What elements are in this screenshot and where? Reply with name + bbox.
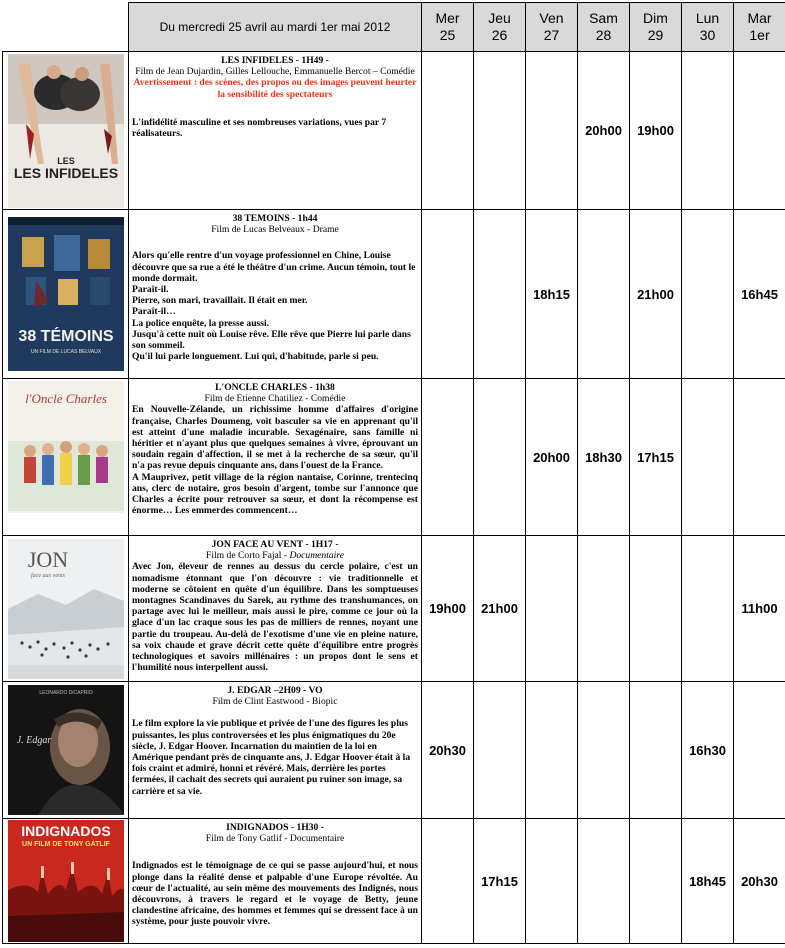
poster-title: l'Oncle Charles	[24, 391, 107, 406]
poster-cell	[3, 379, 129, 536]
schedule-table	[2, 2, 785, 944]
showtime-cell	[422, 379, 474, 536]
poster-subtitle: UN FILM DE LUCAS BELVAUX	[30, 349, 101, 355]
day-name: Jeu	[488, 10, 511, 26]
showtime-cell: 21h00	[474, 536, 526, 682]
film-row	[3, 379, 785, 536]
film-title: 38 TEMOINS - 1h44	[232, 213, 318, 224]
film-synopsis: Alors qu'elle rentre d'un voyage professionnel en Chine, Louise découvre que sa rue a été le théâtre d'un crime. Aucun témoin, tout le monde dormait. Paraît-il. Pierre, son mari, travaillait. Il était en mer. Paraît-il… La police enquête, la presse aussi. Jusqu'à cette nuit où Louise rêve. Elle rêve que Pierre lui parle dans son sommeil. Qu'il lui parle longuement. Lui qui, d'habitude, parle si peu.	[132, 250, 416, 363]
poster-title: JON	[27, 546, 68, 572]
day-number: 29	[647, 27, 664, 43]
poster-cell	[3, 682, 129, 819]
day-header-tue	[734, 3, 785, 52]
showtime-cell: 16h45	[734, 210, 785, 379]
showtime-cell: 20h30	[734, 819, 785, 944]
showtime-cell	[526, 682, 578, 819]
showtime-cell	[682, 536, 734, 682]
poster-cell	[3, 52, 129, 210]
poster-cell	[3, 536, 129, 682]
showtime-cell	[734, 379, 785, 536]
film-poster-image	[8, 539, 124, 679]
showtime-cell	[422, 52, 474, 210]
film-title: LES INFIDELES - 1H49 -	[221, 55, 329, 66]
day-header-wed	[422, 3, 474, 52]
period-header: Du mercredi 25 avril au mardi 1er mai 2012	[129, 3, 422, 52]
day-header-mon	[682, 3, 734, 52]
film-credit: Film de Clint Eastwood - Biopic	[212, 696, 338, 708]
poster-title: LES INFIDELES	[13, 164, 118, 181]
day-header-sun	[630, 3, 682, 52]
film-poster-image	[8, 685, 124, 815]
poster-title: INDIGNADOS	[20, 823, 111, 839]
day-number: 28	[595, 27, 612, 43]
film-synopsis: Le film explore la vie publique et privée de l'une des figures les plus puissantes, les plus controversées et les plus énigmatiques du 20e siècle, J. Edgar Hoover. Incarnation du maintien de la loi en Amérique pendant près de cinquante ans, J. Edgar Hoover était à la fois craint et admiré, honni et révéré. Mais, derrière les portes fermées, il cachait des secrets qui auraient pu ruiner son image, sa carrière et sa vie.	[132, 718, 411, 797]
film-credit: Film de Etienne Chatiliez - Comédie	[204, 393, 346, 405]
film-synopsis: Avec Jon, éleveur de rennes au dessus du cercle polaire, c'est un nomadisme étonnant que l'on découvre : vie traditionnelle et moderne se côtoient en quête d'un équilibre. Dans les somptueuses montagnes Scandinaves du Sarek, au rythme des transhumances, on partage avec lui le meilleur, mais aussi le pire, comme ce jour où la glace d'un lac craque sous les pas de milliers de rennes, noyant une partie du troupeau. Au-delà de l'exotisme d'une vie en pleine nature, sa voix chaude et grave décrit cette quête d'équilibre entre progrès technologiques et savoirs millénaires : un propos dont le sens et l'humilité nous interpellent aussi.	[132, 561, 418, 674]
showtime-cell	[630, 682, 682, 819]
film-description	[129, 682, 422, 819]
showtime-cell	[474, 379, 526, 536]
showtime-cell	[474, 682, 526, 819]
showtime-cell	[526, 819, 578, 944]
film-title: L'ONCLE CHARLES - 1h38	[215, 382, 335, 393]
film-poster-image	[8, 217, 124, 371]
poster-title: J. Edgar	[16, 735, 51, 746]
showtime-cell	[578, 682, 630, 819]
header-row	[3, 3, 785, 52]
film-poster-image	[8, 381, 124, 533]
film-description	[129, 379, 422, 536]
film-credit: Film de Tony Gatlif - Documentaire	[205, 833, 345, 845]
poster-title: 38 TÉMOINS	[17, 328, 114, 345]
showtime-cell	[474, 52, 526, 210]
day-number: 30	[699, 27, 716, 43]
film-row	[3, 210, 785, 379]
day-number: 25	[439, 27, 456, 43]
film-title: JON FACE AU VENT - 1H17 -	[211, 539, 339, 550]
showtime-cell	[630, 536, 682, 682]
film-description	[129, 536, 422, 682]
film-row	[3, 819, 785, 944]
showtime-cell	[578, 819, 630, 944]
poster-subtitle: face aux vents	[30, 572, 65, 579]
showtime-cell: 19h00	[422, 536, 474, 682]
day-name: Dim	[643, 10, 668, 26]
film-credit: Film de Lucas Belveaux - Drame	[211, 224, 339, 236]
poster-cell	[3, 210, 129, 379]
showtime-cell: 20h00	[526, 379, 578, 536]
showtime-cell	[630, 819, 682, 944]
showtime-cell: 20h00	[578, 52, 630, 210]
film-description	[129, 52, 422, 210]
corner-cell	[3, 3, 129, 52]
day-header-sat	[578, 3, 630, 52]
showtime-cell	[682, 52, 734, 210]
film-row	[3, 52, 785, 210]
showtime-cell: 19h00	[630, 52, 682, 210]
showtime-cell	[526, 536, 578, 682]
film-synopsis: En Nouvelle-Zélande, un richissime homme d'affaires d'origine française, Charles Doumeng, voit basculer sa vie en apprenant qu'il est atteint d'une maladie incurable. Sexagénaire, sans famille ni héritier et n'ayant plus que quelques semaines à vivre, éprouvant un soudain regain d'affection, il se met à la recherche de sa sœur, qu'il n'a pas revue depuis cinquante ans, dans l'ouest de la France. A Mauprivez, petit village de la région nantaise, Corinne, trentecinq ans, clerc de notaire, gros besoin d'argent, tombe sur l'annonce que Charles a écrite pour retrouver sa sœur, et dont la récompense est énorme… Les emmerdes commencent…	[132, 404, 418, 517]
day-name: Lun	[695, 10, 720, 26]
day-header-thu	[474, 3, 526, 52]
showtime-cell: 17h15	[474, 819, 526, 944]
day-name: Ven	[539, 10, 564, 26]
showtime-cell	[422, 819, 474, 944]
film-row	[3, 682, 785, 819]
film-credit: Film de Corto Fajal -	[206, 550, 290, 562]
film-title: INDIGNADOS - 1H30 -	[226, 822, 324, 833]
day-name: Sam	[589, 10, 618, 26]
film-synopsis: L'infidélité masculine et ses nombreuses variations, vues par 7 réalisateurs.	[132, 116, 387, 140]
film-title: J. EDGAR –2H09 - VO	[227, 685, 323, 696]
showtime-cell: 18h45	[682, 819, 734, 944]
film-synopsis: Indignados est le témoignage de ce qui se passe aujourd'hui, et nous plonge dans la réalité dense et palpable d'une Europe révoltée. Au cœur de l'actualité, au sein même des mouvements des Indignés, nous découvrons, à travers le regard et le voyage de Betty, jeune clandestine africaine, des hommes et femmes qui se dressent face à un système, pour juste pouvoir vivre.	[132, 860, 418, 928]
showtime-cell: 21h00	[630, 210, 682, 379]
poster-subtitle: LEONARDO DiCAPRIO	[38, 690, 93, 696]
showtime-cell	[578, 210, 630, 379]
film-credit: Film de Jean Dujardin, Gilles Lellouche, Emmanuelle Bercot – Comédie	[135, 66, 415, 78]
showtime-cell	[526, 52, 578, 210]
film-description	[129, 210, 422, 379]
day-number: 27	[543, 27, 560, 43]
poster-subtitle: UN FILM DE TONY GATLIF	[21, 841, 110, 848]
showtime-cell: 16h30	[682, 682, 734, 819]
showtime-cell	[422, 210, 474, 379]
day-name: Mar	[747, 10, 772, 26]
showtime-cell: 18h30	[578, 379, 630, 536]
showtime-cell: 20h30	[422, 682, 474, 819]
showtime-cell: 11h00	[734, 536, 785, 682]
day-name: Mer	[435, 10, 460, 26]
film-poster-image	[8, 820, 124, 942]
showtime-cell	[474, 210, 526, 379]
day-number: 1er	[749, 27, 770, 43]
showtime-cell: 18h15	[526, 210, 578, 379]
showtime-cell	[682, 379, 734, 536]
svg-text:LES: LES	[56, 155, 75, 166]
showtime-cell	[682, 210, 734, 379]
showtime-cell: 17h15	[630, 379, 682, 536]
film-row	[3, 536, 785, 682]
film-description	[129, 819, 422, 944]
poster-cell	[3, 819, 129, 944]
showtime-cell	[734, 682, 785, 819]
film-warning: Avertissement : des scènes, des propos ou des images peuvent heurter la sensibilité des spectateurs	[133, 77, 417, 100]
film-poster-image	[8, 54, 124, 208]
showtime-cell	[578, 536, 630, 682]
film-genre: Documentaire	[289, 550, 344, 562]
showtime-cell	[734, 52, 785, 210]
day-number: 26	[491, 27, 508, 43]
day-header-fri	[526, 3, 578, 52]
